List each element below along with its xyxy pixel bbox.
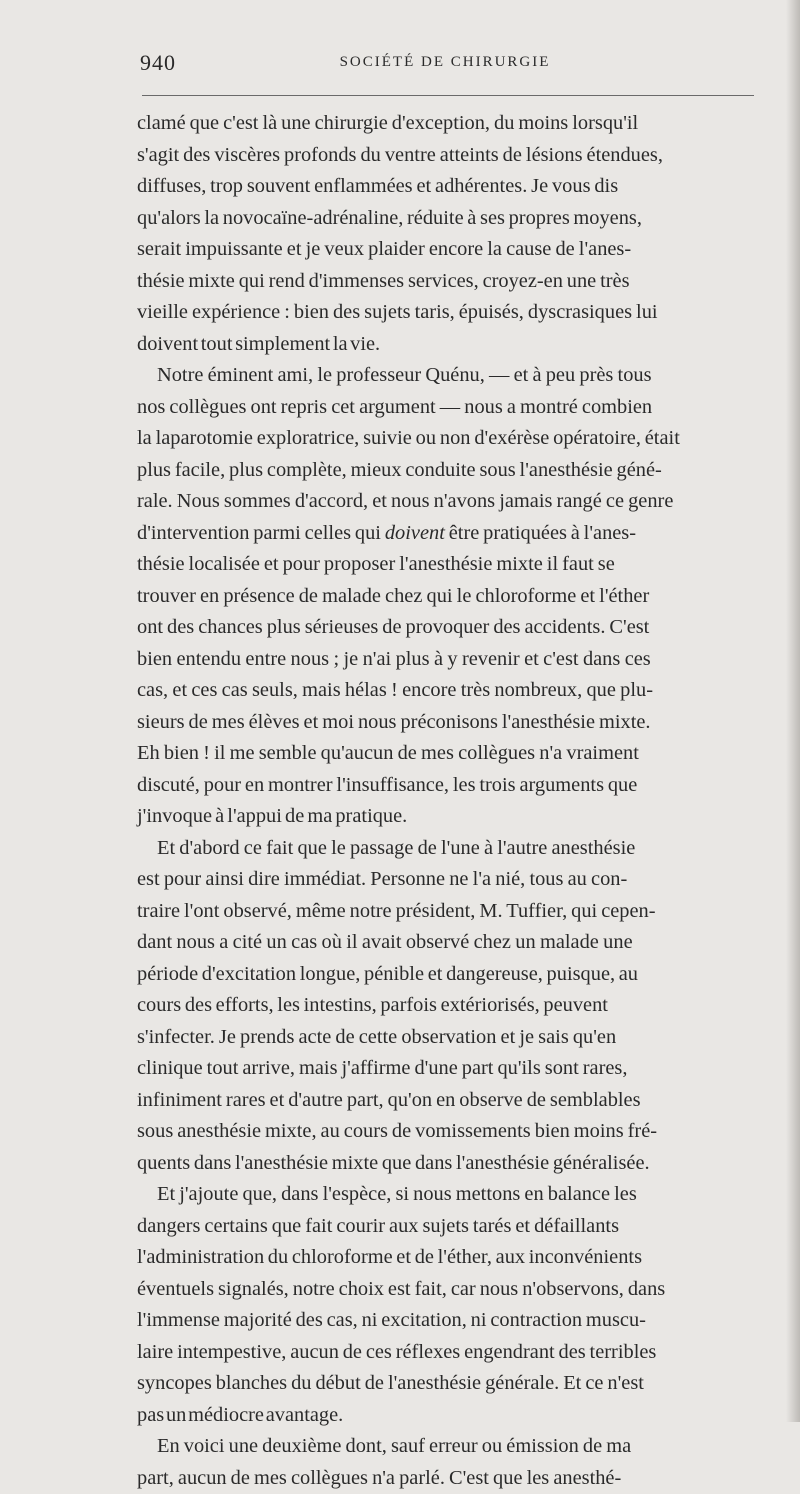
text-line: est pour ainsi dire immédiat. Personne ne l'a nié, tous au con- [137,864,767,896]
text-line: bien entendu entre nous ; je n'ai plus à y revenir et c'est dans ces [137,644,767,676]
text-line: part, aucun de mes collègues n'a parlé. C'est que les anesthé- [137,1463,767,1494]
text-line: nos collègues ont repris cet argument — nous a montré combien [137,392,767,424]
text-line: l'immense majorité des cas, ni excitation, ni contraction muscu- [137,1305,767,1337]
running-head: SOCIÉTÉ DE CHIRURGIE [280,54,610,71]
text-line: thésie localisée et pour proposer l'anesthésie mixte il faut se [137,549,767,581]
text-line: cours des efforts, les intestins, parfois extériorisés, peuvent [137,990,767,1022]
text-line: éventuels signalés, notre choix est fait, car nous n'observons, dans [137,1274,767,1306]
text-line: traire l'ont observé, même notre président, M. Tuffier, qui cepen- [137,896,767,928]
text-line: serait impuissante et je veux plaider encore la cause de l'anes- [137,234,767,266]
text-line: syncopes blanches du début de l'anesthésie générale. Et ce n'est [137,1368,767,1400]
emphasized-word: doivent [385,522,445,544]
page-number: 940 [140,50,176,76]
text-line: Eh bien ! il me semble qu'aucun de mes collègues n'a vraiment [137,738,767,770]
text-line: doivent tout simplement la vie. [137,329,767,361]
text-line: sieurs de mes élèves et moi nous préconisons l'anesthésie mixte. [137,707,767,739]
text-line: quents dans l'anesthésie mixte que dans l'anesthésie généralisée. [137,1148,767,1180]
text-line: cas, et ces cas seuls, mais hélas ! encore très nombreux, que plu- [137,675,767,707]
text-line: dangers certains que fait courir aux sujets tarés et défaillants [137,1211,767,1243]
text-line: ont des chances plus sérieuses de provoquer des accidents. C'est [137,612,767,644]
text-line: diffuses, trop souvent enflammées et adhérentes. Je vous dis [137,171,767,203]
text-line: sous anesthésie mixte, au cours de vomissements bien moins fré- [137,1116,767,1148]
text-line: qu'alors la novocaïne-adrénaline, réduite à ses propres moyens, [137,203,767,235]
text-line: clamé que c'est là une chirurgie d'exception, du moins lorsqu'il [137,108,767,140]
text-line: clinique tout arrive, mais j'affirme d'une part qu'ils sont rares, [137,1053,767,1085]
text-line: la laparotomie exploratrice, suivie ou non d'exérèse opératoire, était [137,423,767,455]
paragraph-start-line: Et j'ajoute que, dans l'espèce, si nous mettons en balance les [137,1179,767,1211]
text-line: rale. Nous sommes d'accord, et nous n'avons jamais rangé ce genre [137,486,767,518]
text-line: plus facile, plus complète, mieux conduite sous l'anesthésie géné- [137,455,767,487]
text-line: l'administration du chloroforme et de l'éther, aux inconvénients [137,1242,767,1274]
text-line: dant nous a cité un cas où il avait observé chez un malade une [137,927,767,959]
paragraph-start-line: Notre éminent ami, le professeur Quénu, — et à peu près tous [137,360,767,392]
text-line: thésie mixte qui rend d'immenses services, croyez-en une très [137,266,767,298]
text-line: j'invoque à l'appui de ma pratique. [137,801,767,833]
text-line: vieille expérience : bien des sujets taris, épuisés, dyscrasiques lui [137,297,767,329]
text-line: s'infecter. Je prends acte de cette observation et je sais qu'en [137,1022,767,1054]
page-edge-shadow [786,0,800,1422]
text-line: pas un médiocre avantage. [137,1400,767,1432]
text-segment: d'intervention parmi celles qui [137,522,381,544]
text-line: discuté, pour en montrer l'insuffisance, les trois arguments que [137,770,767,802]
text-line: infiniment rares et d'autre part, qu'on en observe de semblables [137,1085,767,1117]
header-rule [142,95,754,96]
text-line: s'agit des viscères profonds du ventre atteints de lésions étendues, [137,140,767,172]
body-text [137,108,767,1494]
text-line: période d'excitation longue, pénible et dangereuse, puisque, au [137,959,767,991]
paragraph-start-line: En voici une deuxième dont, sauf erreur ou émission de ma [137,1431,767,1463]
text-line-with-emphasis [137,518,767,550]
text-line: laire intempestive, aucun de ces réflexes engendrant des terribles [137,1337,767,1369]
page-header [140,50,754,80]
text-segment: être pratiquées à l'anes- [449,522,636,544]
paragraph-start-line: Et d'abord ce fait que le passage de l'une à l'autre anesthésie [137,833,767,865]
text-line: trouver en présence de malade chez qui le chloroforme et l'éther [137,581,767,613]
